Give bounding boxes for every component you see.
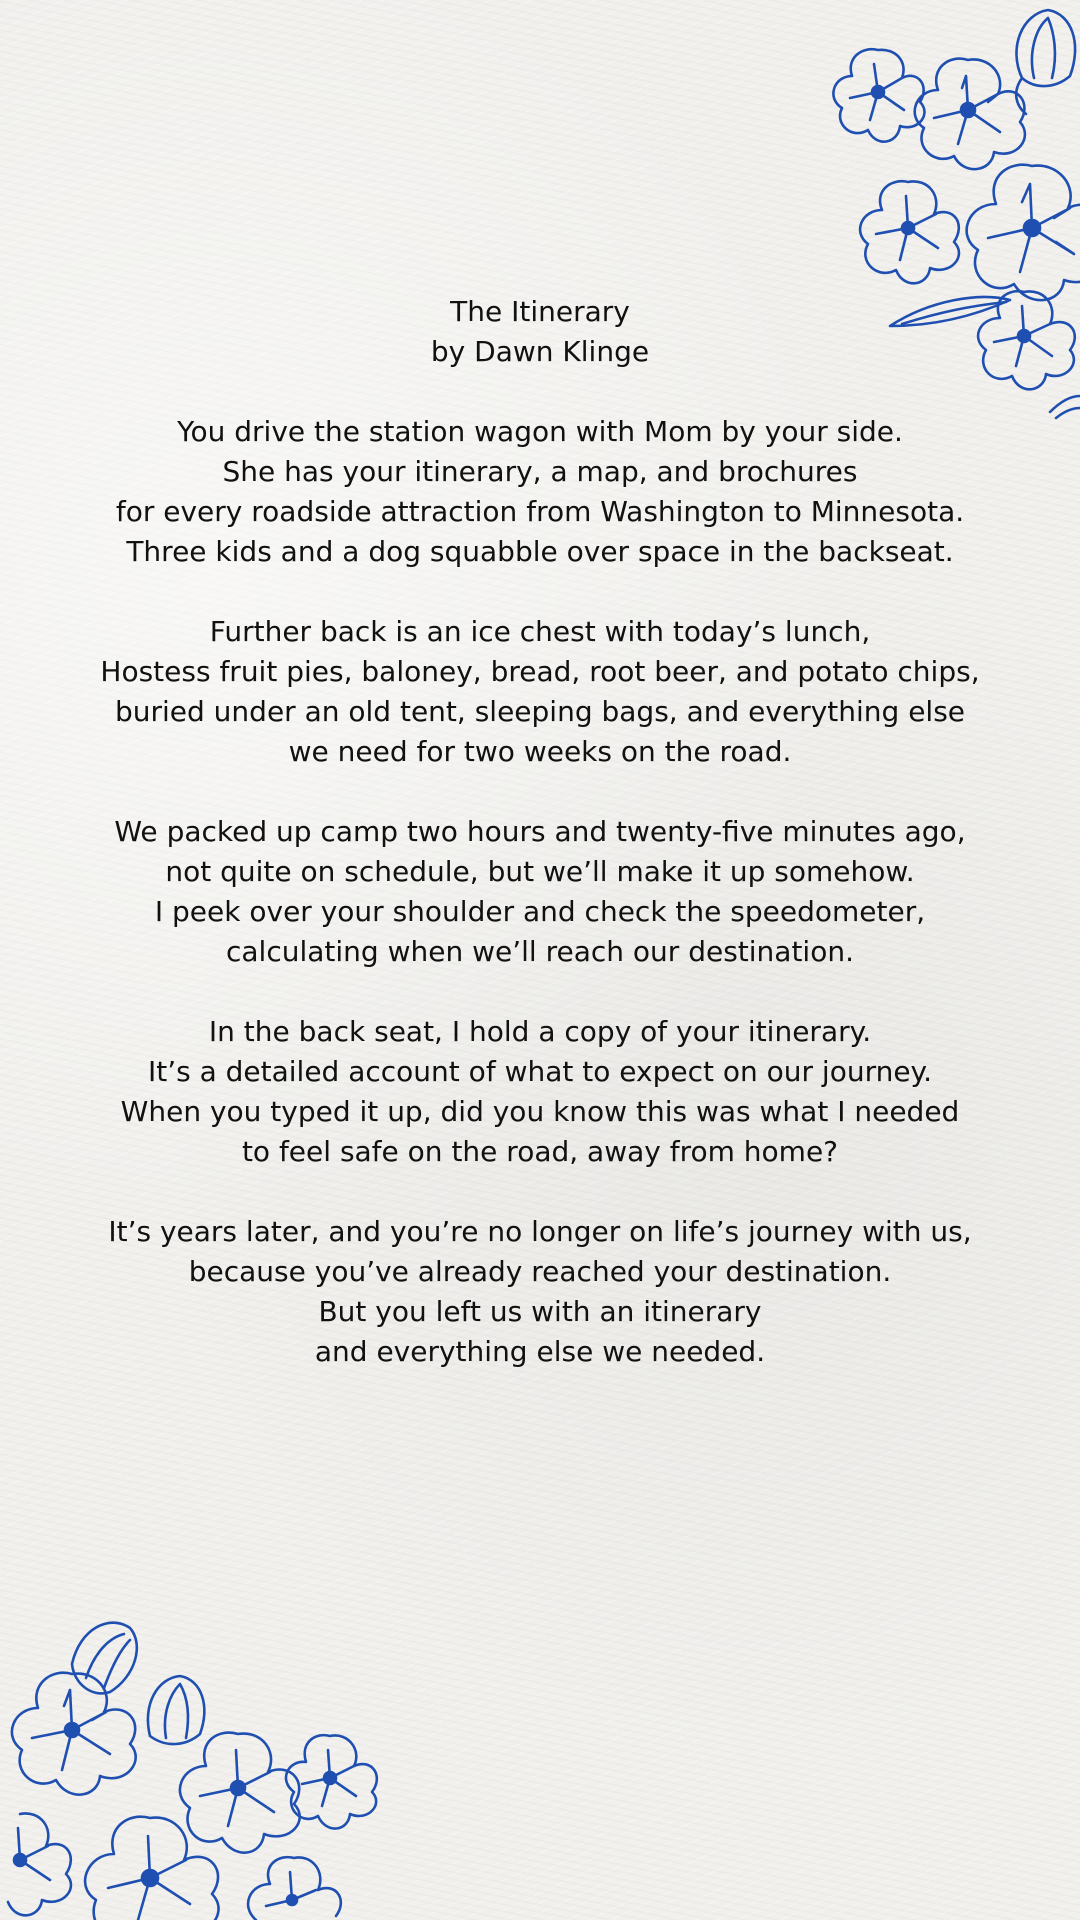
poem-line: Further back is an ice chest with today’s lunch, <box>209 615 871 648</box>
poem <box>60 292 1020 1372</box>
poem-line: Hostess fruit pies, baloney, bread, root beer, and potato chips, <box>100 655 980 688</box>
stanza-4 <box>60 1012 1020 1172</box>
poem-line: we need for two weeks on the road. <box>288 735 792 768</box>
stanza-2 <box>60 612 1020 772</box>
poem-author: by Dawn Klinge <box>430 335 650 368</box>
poem-line: But you left us with an itinerary <box>318 1295 762 1328</box>
poem-line: because you’ve already reached your destination. <box>188 1255 892 1288</box>
poem-line: not quite on schedule, but we’ll make it up somehow. <box>165 855 915 888</box>
poem-line: It’s a detailed account of what to expect on our journey. <box>147 1055 933 1088</box>
poem-line: calculating when we’ll reach our destination. <box>226 935 854 968</box>
poem-line: She has your itinerary, a map, and brochures <box>222 455 858 488</box>
stanza-5 <box>60 1212 1020 1372</box>
poem-line: We packed up camp two hours and twenty-five minutes ago, <box>114 815 966 848</box>
stanza-3 <box>60 812 1020 972</box>
poem-line: In the back seat, I hold a copy of your itinerary. <box>208 1015 872 1048</box>
poem-line: I peek over your shoulder and check the speedometer, <box>154 895 926 928</box>
poem-line: It’s years later, and you’re no longer on life’s journey with us, <box>108 1215 972 1248</box>
poem-title: The Itinerary <box>450 295 630 328</box>
poem-line: buried under an old tent, sleeping bags, and everything else <box>114 695 966 728</box>
poem-line: You drive the station wagon with Mom by your side. <box>177 415 903 448</box>
bottom-left-flower-cluster-icon <box>0 1610 400 1920</box>
poem-line: When you typed it up, did you know this was what I needed <box>120 1095 960 1128</box>
poem-line: for every roadside attraction from Washington to Minnesota. <box>115 495 965 528</box>
poem-line: Three kids and a dog squabble over space in the backseat. <box>126 535 954 568</box>
poem-line: and everything else we needed. <box>314 1335 766 1368</box>
stanza-1 <box>60 412 1020 572</box>
poem-line: to feel safe on the road, away from home? <box>241 1135 839 1168</box>
